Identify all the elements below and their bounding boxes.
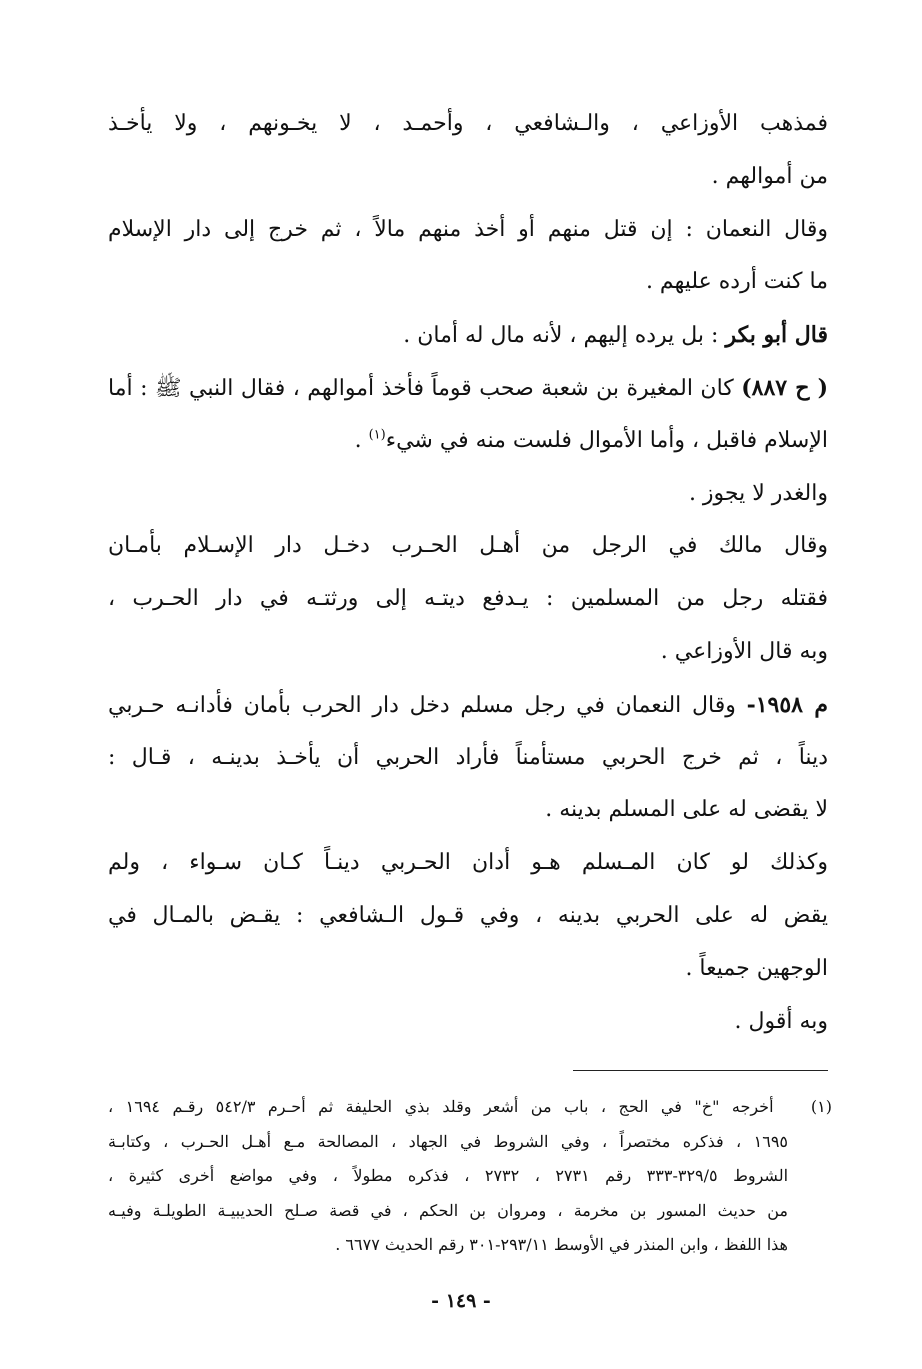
main-text [108,98,828,1048]
text-line [108,573,828,626]
footnote-line [108,1090,832,1125]
footnote-text: هذا اللفظ ، وابن المنذر في الأوسط ٢٩٣/١١-٣٠١ رقم الحديث ٦٦٧٧ . [335,1235,788,1254]
line-text: كان المغيرة بن شعبة صحب قوماً فأخذ أموالهم ، فقال النبي ﷺ : أما [108,375,742,401]
footnote-text: الشروط ٣٢٩/٥-٣٣٣ رقم ٢٧٣١ ، ٢٧٣٢ ، فذكره مطولاً ، وفي مواضع أخرى كثيرة ، [108,1166,789,1185]
footnote-reference[interactable]: (١) [368,427,386,443]
text-line [108,732,828,785]
line-text: وبه أقول . [734,1008,828,1034]
text-line [108,837,828,890]
line-text: . [354,427,369,453]
footnote-marker: (١) [810,1097,832,1116]
line-text: الإسلام فاقبل ، وأما الأموال فلست منه في شيء [385,427,828,453]
line-text: ديناً ، ثم خرج الحربي مستأمناً فأراد الحربي أن يأخـذ بدينـه ، قـال : [108,744,828,770]
text-line [108,468,828,521]
line-text: يقض له على الحربي بدينه ، وفي قـول الـشافعي : يقـض بالمـال في [108,902,828,928]
footnote-line [108,1194,828,1229]
line-text: ما كنت أرده عليهم . [645,269,828,295]
text-line [108,996,828,1049]
text-line [108,256,828,309]
hadith-line [108,362,866,415]
footnote-divider [573,1070,828,1071]
text-line [108,784,828,837]
line-text: فقتله رجل من المسلمين : يـدفع ديتـه إلى ورثتـه في دار الحـرب ، [108,586,828,612]
line-text: والغدر لا يجوز . [688,480,828,506]
footnote-text: أخرجه "خ" في الحج ، باب من أشعر وقلد بذي الحليفة ثم أحـرم ٥٤٢/٣ رقـم ١٦٩٤ ، [108,1097,774,1116]
footnotes [108,1090,832,1263]
text-line [108,890,828,943]
footnote-line [108,1159,828,1194]
text-line [108,943,828,996]
hadith-number: ( ح ٨٨٧) [741,374,828,401]
issue-number: م ١٩٥٨- [746,691,828,718]
speaker-label: قال أبو بكر [725,322,828,349]
text-line [108,204,828,257]
line-text: من أموالهم . [711,163,828,189]
footnote-text: ١٦٩٥ ، فذكره مختصراً ، وفي الشروط في الجهاد ، المصالحة مـع أهـل الحـرب ، وكتابـة [108,1131,788,1151]
text-line [108,415,828,468]
line-text: : بل يرده إليهم ، لأنه مال له أمان . [403,323,726,349]
page-number: - ١٤٩ - [431,1290,491,1312]
footnote-line [108,1125,828,1160]
text-line [108,626,828,679]
text-line [108,309,828,362]
line-text: وقال النعمان في رجل مسلم دخل دار الحرب بأمان فأدانـه حـربي [108,692,747,718]
text-line [108,98,828,151]
text-line [108,151,828,204]
footnote-line [108,1228,828,1263]
line-text: وقال مالك في الرجل من أهـل الحـرب دخـل دار الإسـلام بأمـان [108,533,828,559]
line-text: لا يقضى له على المسلم بدينه . [545,797,828,823]
line-text: الوجهين جميعاً . [685,955,828,981]
line-text: وقال النعمان : إن قتل منهم أو أخذ منهم مالاً ، ثم خرج إلى دار الإسلام [108,216,828,242]
text-line [108,520,828,573]
footnote-text: من حديث المسور بن مخرمة ، ومروان بن الحكم ، في قصة صـلح الحديبيـة الطويلـة وفيـه [108,1200,788,1220]
issue-line [108,679,866,732]
line-text: فمذهب الأوزاعي ، والـشافعي ، وأحمـد ، لا يخـونهم ، ولا يأخـذ [108,111,828,136]
line-text: وبه قال الأوزاعي . [660,638,828,664]
line-text: وكذلك لو كان المـسلم هـو أدان الحـربي دينـاً كـان سـواء ، ولم [108,850,828,876]
